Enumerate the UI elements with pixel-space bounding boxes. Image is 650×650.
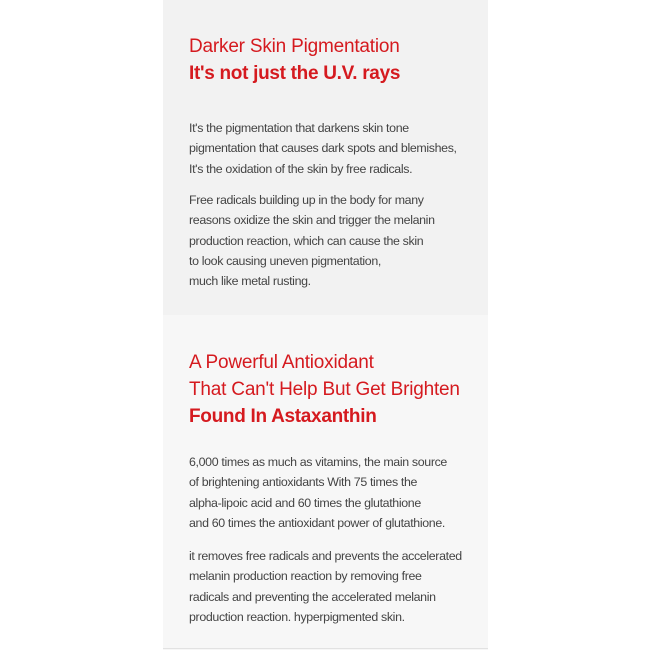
pigmentation-heading-bold: It's not just the U.V. rays <box>189 63 401 84</box>
antioxidant-paragraph-1: 6,000 times as much as vitamins, the main source of brightening antioxidants With 75 times the alpha-lipoic acid and 60 times the glutathione and 60 times the antioxidant power of glutathione. <box>189 455 447 530</box>
bottom-divider <box>163 648 488 649</box>
pigmentation-heading-light: Darker Skin Pigmentation <box>189 36 400 57</box>
antioxidant-heading <box>189 349 460 430</box>
pigmentation-section <box>163 0 488 315</box>
antioxidant-heading-line-1: A Powerful Antioxidant <box>189 352 374 373</box>
pigmentation-heading <box>189 33 400 87</box>
antioxidant-heading-line-2: That Can't Help But Get Brighten <box>189 379 460 400</box>
antioxidant-paragraph-2: it removes free radicals and prevents the accelerated melanin production reaction by removing free radicals and preventing the accelerated melanin production reaction. hyperpigmented skin. <box>189 549 462 624</box>
pigmentation-paragraph-1: It's the pigmentation that darkens skin tone pigmentation that causes dark spots and blemishes, It's the oxidation of the skin by free radicals. <box>189 121 457 176</box>
antioxidant-heading-bold: Found In Astaxanthin <box>189 406 377 427</box>
pigmentation-paragraph-2: Free radicals building up in the body for many reasons oxidize the skin and trigger the melanin production reaction, which can cause the skin to look causing uneven pigmentation, much like metal rusting. <box>189 193 435 289</box>
antioxidant-section <box>163 315 488 650</box>
